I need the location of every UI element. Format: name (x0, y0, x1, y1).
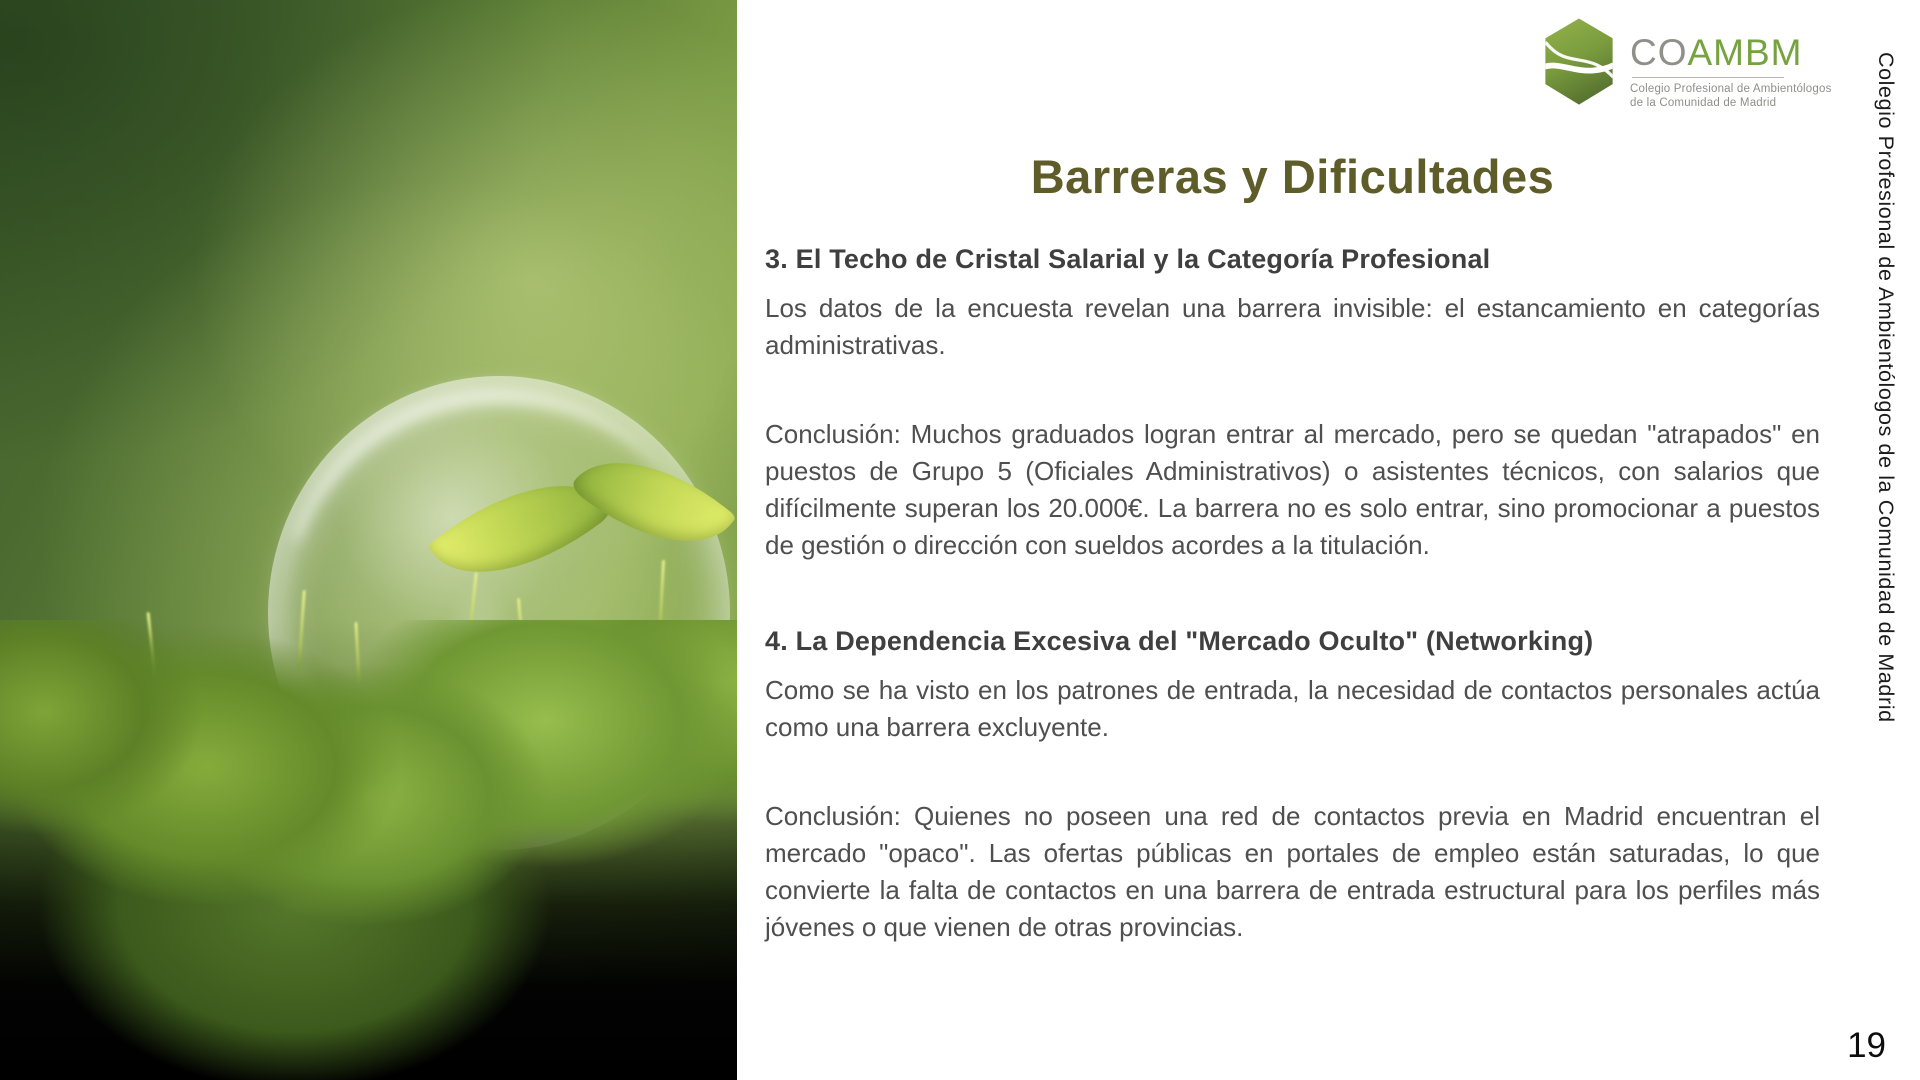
logo-text-block (1630, 16, 1832, 110)
slide-body (765, 240, 1820, 946)
section-4-paragraph-1: Como se ha visto en los patrones de entrada, la necesidad de contactos personales actúa como una barrera excluyente. (765, 675, 1820, 742)
logo-subtitle-line1: Colegio Profesional de Ambientólogos (1630, 83, 1832, 95)
logo-subtitle-line2: de la Comunidad de Madrid (1630, 96, 1777, 109)
hexagon-leaf-logo-icon (1538, 16, 1620, 108)
coambm-logo (1538, 16, 1843, 110)
logo-acronym (1630, 34, 1832, 71)
section-3-heading: 3. El Techo de Cristal Salarial y la Categoría Profesional (765, 244, 1491, 274)
slide-title: Barreras y Dificultades (1030, 150, 1555, 204)
nature-photo (0, 0, 737, 1080)
logo-divider-line (1632, 77, 1784, 78)
section-3-paragraph-1: Los datos de la encuesta revelan una barrera invisible: el estancamiento en categorías administrativas. (765, 293, 1820, 360)
moss-ground (0, 620, 737, 1080)
section-3-conclusion: Conclusión: Muchos graduados logran entrar al mercado, pero se quedan "atrapados" en puestos de Grupo 5 (Oficiales Administrativos) o asistentes técnicos, con salarios que difícilmente superan los 20.000€. La barrera no es solo entrar, sino promocionar a puestos de gestión o dirección con sueldos acordes a la titulación. (765, 419, 1820, 560)
logo-acronym-green: AMBM (1687, 32, 1803, 73)
section-4-conclusion: Conclusión: Quienes no poseen una red de contactos previa en Madrid encuentran el mercado "opaco". Las ofertas públicas en portales de empleo están saturadas, lo que convierte la falta de contactos en una barrera de entrada estructural para los perfiles más jóvenes o que vienen de otras provincias. (765, 801, 1820, 942)
section-4-heading: 4. La Dependencia Excesiva del "Mercado Oculto" (Networking) (765, 626, 1594, 656)
vertical-institution-text: Colegio Profesional de Ambientólogos de la Comunidad de Madrid (1874, 52, 1898, 723)
page-number: 19 (1847, 1026, 1886, 1065)
logo-acronym-gray: CO (1630, 32, 1688, 73)
